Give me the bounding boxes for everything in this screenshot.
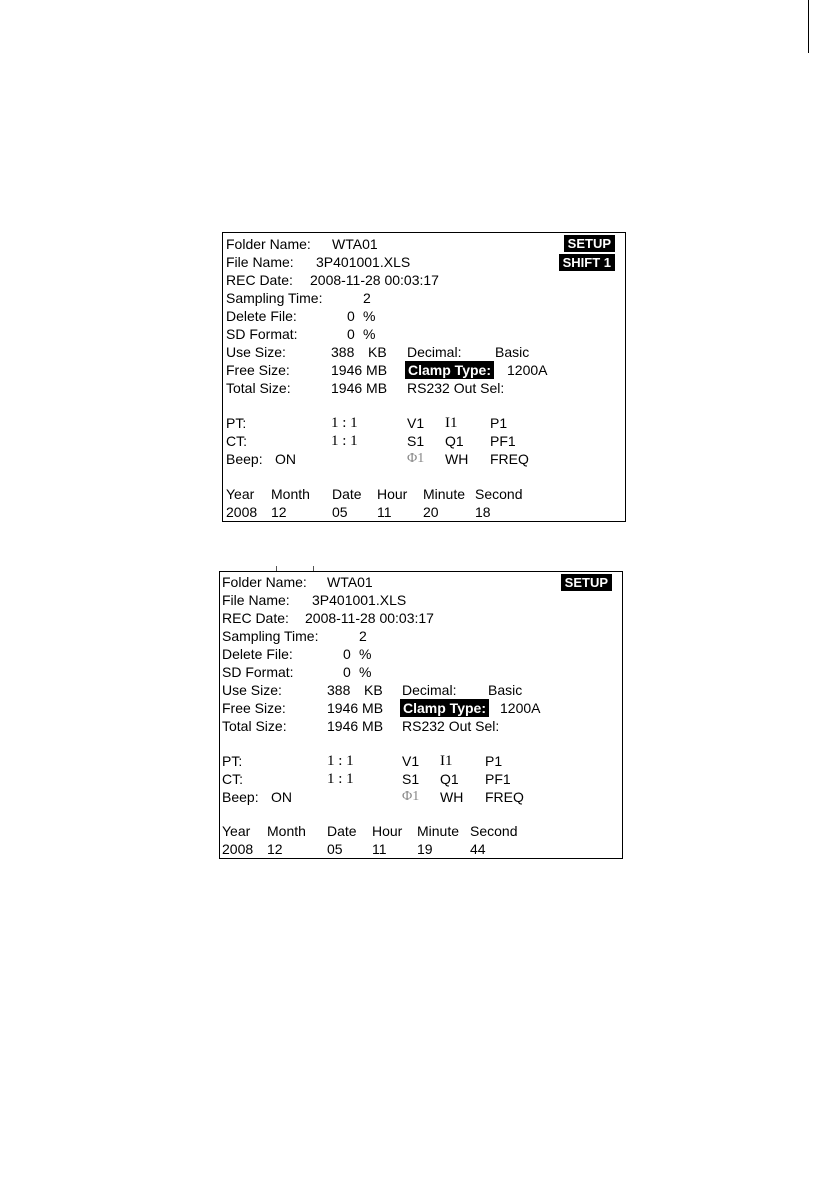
folder-name-value: WTA01: [327, 574, 373, 590]
rs232-item: V1: [402, 753, 420, 769]
file-name-value: 3P401001.XLS: [316, 254, 411, 270]
second-value: 18: [475, 504, 491, 520]
rs232-item: PF1: [490, 433, 516, 449]
pt-row: [223, 414, 625, 432]
rs232-item: S1: [402, 771, 420, 787]
second-value: 44: [470, 841, 486, 857]
rs232-item: WH: [440, 789, 464, 805]
delete-file-label: Delete File:: [226, 308, 297, 324]
ct-label: CT:: [226, 433, 247, 449]
folder-name-row: [220, 573, 622, 591]
free-size-row: [220, 699, 622, 717]
clamp-type-label: Clamp Type:: [405, 361, 494, 379]
beep-row: [223, 450, 625, 468]
rs232-item: Φ1: [402, 789, 420, 804]
date-value: 05: [332, 504, 348, 520]
pt-ratio-value: 1 : 1: [327, 753, 354, 769]
rec-date-value: 2008-11-28 00:03:17: [305, 610, 434, 626]
month-header: Month: [267, 823, 306, 839]
beep-label: Beep:: [222, 789, 259, 805]
date-header: Date: [327, 823, 357, 839]
total-size-row: [220, 717, 622, 735]
sd-format-row: [220, 663, 622, 681]
rs232-item: FREQ: [485, 789, 524, 805]
month-value: 12: [271, 504, 287, 520]
rs232-item: I1: [440, 753, 453, 769]
time-value-row: [220, 840, 622, 858]
ct-ratio-value: 1 : 1: [331, 433, 358, 449]
rs232-item: S1: [407, 433, 425, 449]
sampling-time-label: Sampling Time:: [226, 290, 323, 306]
second-header: Second: [475, 486, 523, 502]
decimal-label: Decimal:: [402, 682, 457, 698]
sd-format-unit: %: [359, 664, 372, 680]
file-name-row: [223, 253, 625, 271]
ct-row: [220, 770, 622, 788]
rs232-out-sel-label: RS232 Out Sel:: [402, 718, 500, 734]
clamp-type-value: 1200A: [507, 362, 548, 378]
delete-file-unit: %: [359, 646, 372, 662]
sd-format-unit: %: [363, 326, 376, 342]
total-size-row: [223, 379, 625, 397]
use-size-unit: KB: [368, 344, 387, 360]
free-size-row: [223, 361, 625, 379]
folder-name-row: [223, 235, 625, 253]
minute-value: 20: [423, 504, 439, 520]
rec-date-row: [220, 609, 622, 627]
year-header: Year: [222, 823, 251, 839]
folder-name-value: WTA01: [332, 236, 378, 252]
beep-label: Beep:: [226, 451, 263, 467]
free-size-label: Free Size:: [222, 700, 286, 716]
month-value: 12: [267, 841, 283, 857]
ct-ratio-value: 1 : 1: [327, 771, 354, 787]
page-crop-mark: [808, 0, 809, 53]
date-header: Date: [332, 486, 362, 502]
rs232-item: Q1: [445, 433, 464, 449]
sd-format-value: 0: [347, 326, 355, 342]
ct-label: CT:: [222, 771, 243, 787]
rs232-out-sel-label: RS232 Out Sel:: [407, 380, 505, 396]
decimal-label: Decimal:: [407, 344, 462, 360]
year-value: 2008: [226, 504, 258, 520]
hour-value: 11: [372, 841, 387, 857]
minute-value: 19: [417, 841, 433, 857]
sd-format-value: 0: [343, 664, 351, 680]
pt-label: PT:: [222, 753, 243, 769]
year-value: 2008: [222, 841, 254, 857]
hour-value: 11: [377, 504, 392, 520]
delete-file-value: 0: [347, 308, 355, 324]
file-name-label: File Name:: [222, 592, 290, 608]
minute-header: Minute: [423, 486, 466, 502]
sd-format-label: SD Format:: [222, 664, 294, 680]
rs232-item: I1: [445, 415, 458, 431]
folder-name-label: Folder Name:: [222, 574, 307, 590]
rec-date-label: REC Date:: [222, 610, 289, 626]
total-size-label: Total Size:: [222, 718, 287, 734]
decimal-value: Basic: [495, 344, 530, 360]
use-size-row: [223, 343, 625, 361]
rs232-item: P1: [485, 753, 503, 769]
second-header: Second: [470, 823, 518, 839]
rec-date-label: REC Date:: [226, 272, 293, 288]
use-size-value: 388: [331, 344, 355, 360]
delete-file-label: Delete File:: [222, 646, 293, 662]
use-size-row: [220, 681, 622, 699]
shift-badge: SHIFT 1: [559, 254, 615, 271]
file-name-value: 3P401001.XLS: [312, 592, 407, 608]
rs232-item: P1: [490, 415, 508, 431]
pt-label: PT:: [226, 415, 247, 431]
sd-format-label: SD Format:: [226, 326, 298, 342]
delete-file-row: [220, 645, 622, 663]
meter-screen-shift-1: [222, 232, 626, 522]
use-size-unit: KB: [364, 682, 383, 698]
rec-date-row: [223, 271, 625, 289]
total-size-label: Total Size:: [226, 380, 291, 396]
delete-file-value: 0: [343, 646, 351, 662]
sampling-time-row: [220, 627, 622, 645]
beep-row: [220, 788, 622, 806]
date-value: 05: [327, 841, 343, 857]
sampling-time-row: [223, 289, 625, 307]
clamp-type-label: Clamp Type:: [400, 699, 489, 717]
setup-badge: SETUP: [561, 574, 612, 591]
free-size-value: 1946 MB: [331, 362, 388, 378]
free-size-value: 1946 MB: [327, 700, 384, 716]
time-header-row: [220, 822, 622, 840]
rec-date-value: 2008-11-28 00:03:17: [310, 272, 439, 288]
total-size-value: 1946 MB: [327, 718, 384, 734]
year-header: Year: [226, 486, 255, 502]
rs232-item: V1: [407, 415, 425, 431]
rs232-item: Φ1: [407, 451, 425, 466]
month-header: Month: [271, 486, 310, 502]
time-header-row: [223, 485, 625, 503]
sd-format-row: [223, 325, 625, 343]
pt-ratio-value: 1 : 1: [331, 415, 358, 431]
beep-value: ON: [271, 789, 292, 805]
total-size-value: 1946 MB: [331, 380, 388, 396]
rs232-item: WH: [445, 451, 469, 467]
rs232-item: FREQ: [490, 451, 529, 467]
time-value-row: [223, 503, 625, 521]
rs232-item: PF1: [485, 771, 511, 787]
hour-header: Hour: [372, 823, 403, 839]
beep-value: ON: [275, 451, 296, 467]
delete-file-row: [223, 307, 625, 325]
sampling-time-label: Sampling Time:: [222, 628, 319, 644]
file-name-row: [220, 591, 622, 609]
clamp-type-value: 1200A: [500, 700, 541, 716]
setup-badge: SETUP: [564, 235, 615, 252]
hour-header: Hour: [377, 486, 408, 502]
rs232-item: Q1: [440, 771, 459, 787]
use-size-label: Use Size:: [226, 344, 286, 360]
meter-screen-setup: [219, 571, 623, 859]
sampling-time-value: 2: [363, 290, 371, 306]
sampling-time-value: 2: [359, 628, 367, 644]
pt-row: [220, 752, 622, 770]
free-size-label: Free Size:: [226, 362, 290, 378]
decimal-value: Basic: [488, 682, 523, 698]
use-size-label: Use Size:: [222, 682, 282, 698]
folder-name-label: Folder Name:: [226, 236, 311, 252]
use-size-value: 388: [327, 682, 351, 698]
ct-row: [223, 432, 625, 450]
minute-header: Minute: [417, 823, 460, 839]
delete-file-unit: %: [363, 308, 376, 324]
file-name-label: File Name:: [226, 254, 294, 270]
